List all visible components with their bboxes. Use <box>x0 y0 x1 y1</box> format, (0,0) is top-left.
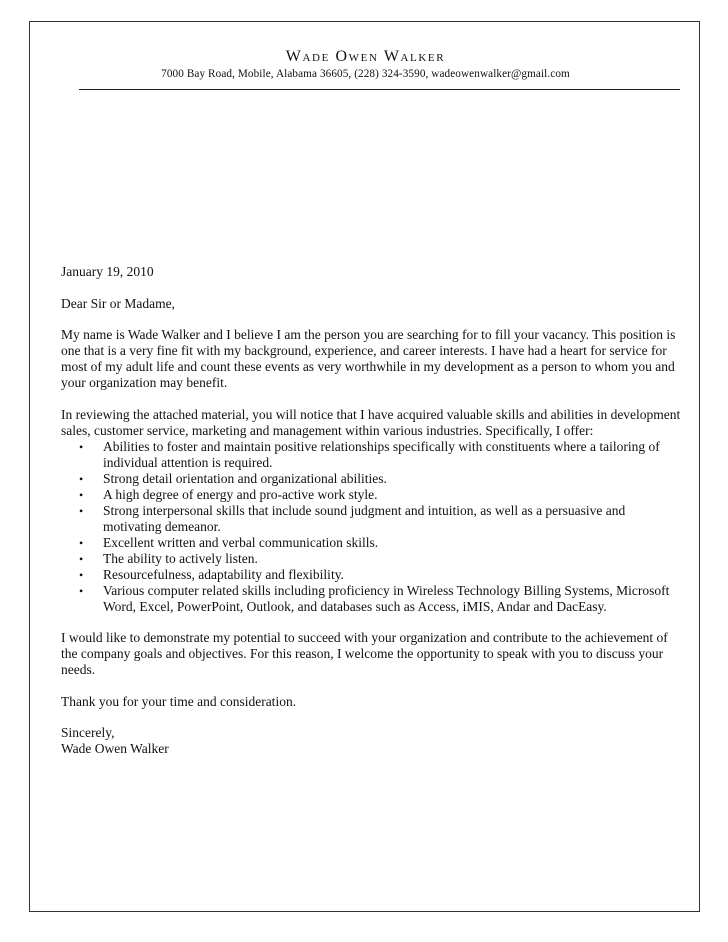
letter-salutation: Dear Sir or Madame, <box>61 295 175 311</box>
bullet-icon: • <box>79 567 84 582</box>
bullet-icon: • <box>79 551 84 566</box>
letter-thanks: Thank you for your time and consideration. <box>61 693 297 709</box>
letter-date: January 19, 2010 <box>61 264 154 279</box>
letter-body <box>61 264 681 773</box>
list-item-text: Excellent written and verbal communication skills. <box>103 534 379 550</box>
list-item-text: Resourcefulness, adaptability and flexibility. <box>103 566 344 582</box>
bullet-icon: • <box>79 503 84 518</box>
bullet-icon: • <box>79 583 84 598</box>
list-item-text: The ability to actively listen. <box>103 550 258 566</box>
letter-closing: Sincerely, <box>61 725 115 740</box>
list-item <box>61 583 681 615</box>
list-item <box>61 471 681 487</box>
list-item-text: A high degree of energy and pro-active work style. <box>103 486 378 502</box>
list-item-text: Strong detail orientation and organizational abilities. <box>103 470 387 486</box>
letterhead-contact: 7000 Bay Road, Mobile, Alabama 36605, (228) 324-3590, wadeowenwalker@gmail.com <box>161 68 570 80</box>
letter-paragraph-skills-intro: In reviewing the attached material, you will notice that I have acquired valuable skills and abilities in development sales, customer service, marketing and management within various industries. Specifically, I offer: <box>61 406 681 438</box>
letter-paragraph-intro: My name is Wade Walker and I believe I am the person you are searching for to fill your vacancy. This position is one that is a very fine fit with my background, experience, and career interests. I have had a heart for service for most of my adult life and count these events as very worthwhile in my development as a person to whom you and your organization may benefit. <box>61 327 676 390</box>
list-item-text: Various computer related skills including proficiency in Wireless Technology Billing Systems, Microsoft Word, Excel, PowerPoint, Outlook, and databases such as Access, iMIS, Andar and DacEasy. <box>103 582 670 614</box>
letterhead-divider <box>79 89 680 90</box>
list-item-text: Strong interpersonal skills that include sound judgment and intuition, as well as a persuasive and motivating demeanor. <box>103 502 626 534</box>
list-item-text: Abilities to foster and maintain positive relationships specifically with constituents where a tailoring of individual attention is required. <box>103 438 660 470</box>
list-item <box>61 567 681 583</box>
letterhead-name: Wade Owen Walker <box>285 48 446 65</box>
list-item <box>61 439 681 471</box>
list-item <box>61 551 681 567</box>
list-item <box>61 535 681 551</box>
list-item <box>61 487 681 503</box>
bullet-icon: • <box>79 487 84 502</box>
page-frame <box>29 21 700 912</box>
list-item <box>61 503 681 535</box>
bullet-icon: • <box>79 439 84 454</box>
bullet-icon: • <box>79 535 84 550</box>
letter-signature-name: Wade Owen Walker <box>61 741 169 756</box>
bullet-icon: • <box>79 471 84 486</box>
skills-list <box>61 439 681 615</box>
letter-paragraph-closing: I would like to demonstrate my potential to succeed with your organization and contribute to the achievement of the company goals and objectives. For this reason, I welcome the opportunity to speak with you to discuss your needs. <box>61 630 668 677</box>
